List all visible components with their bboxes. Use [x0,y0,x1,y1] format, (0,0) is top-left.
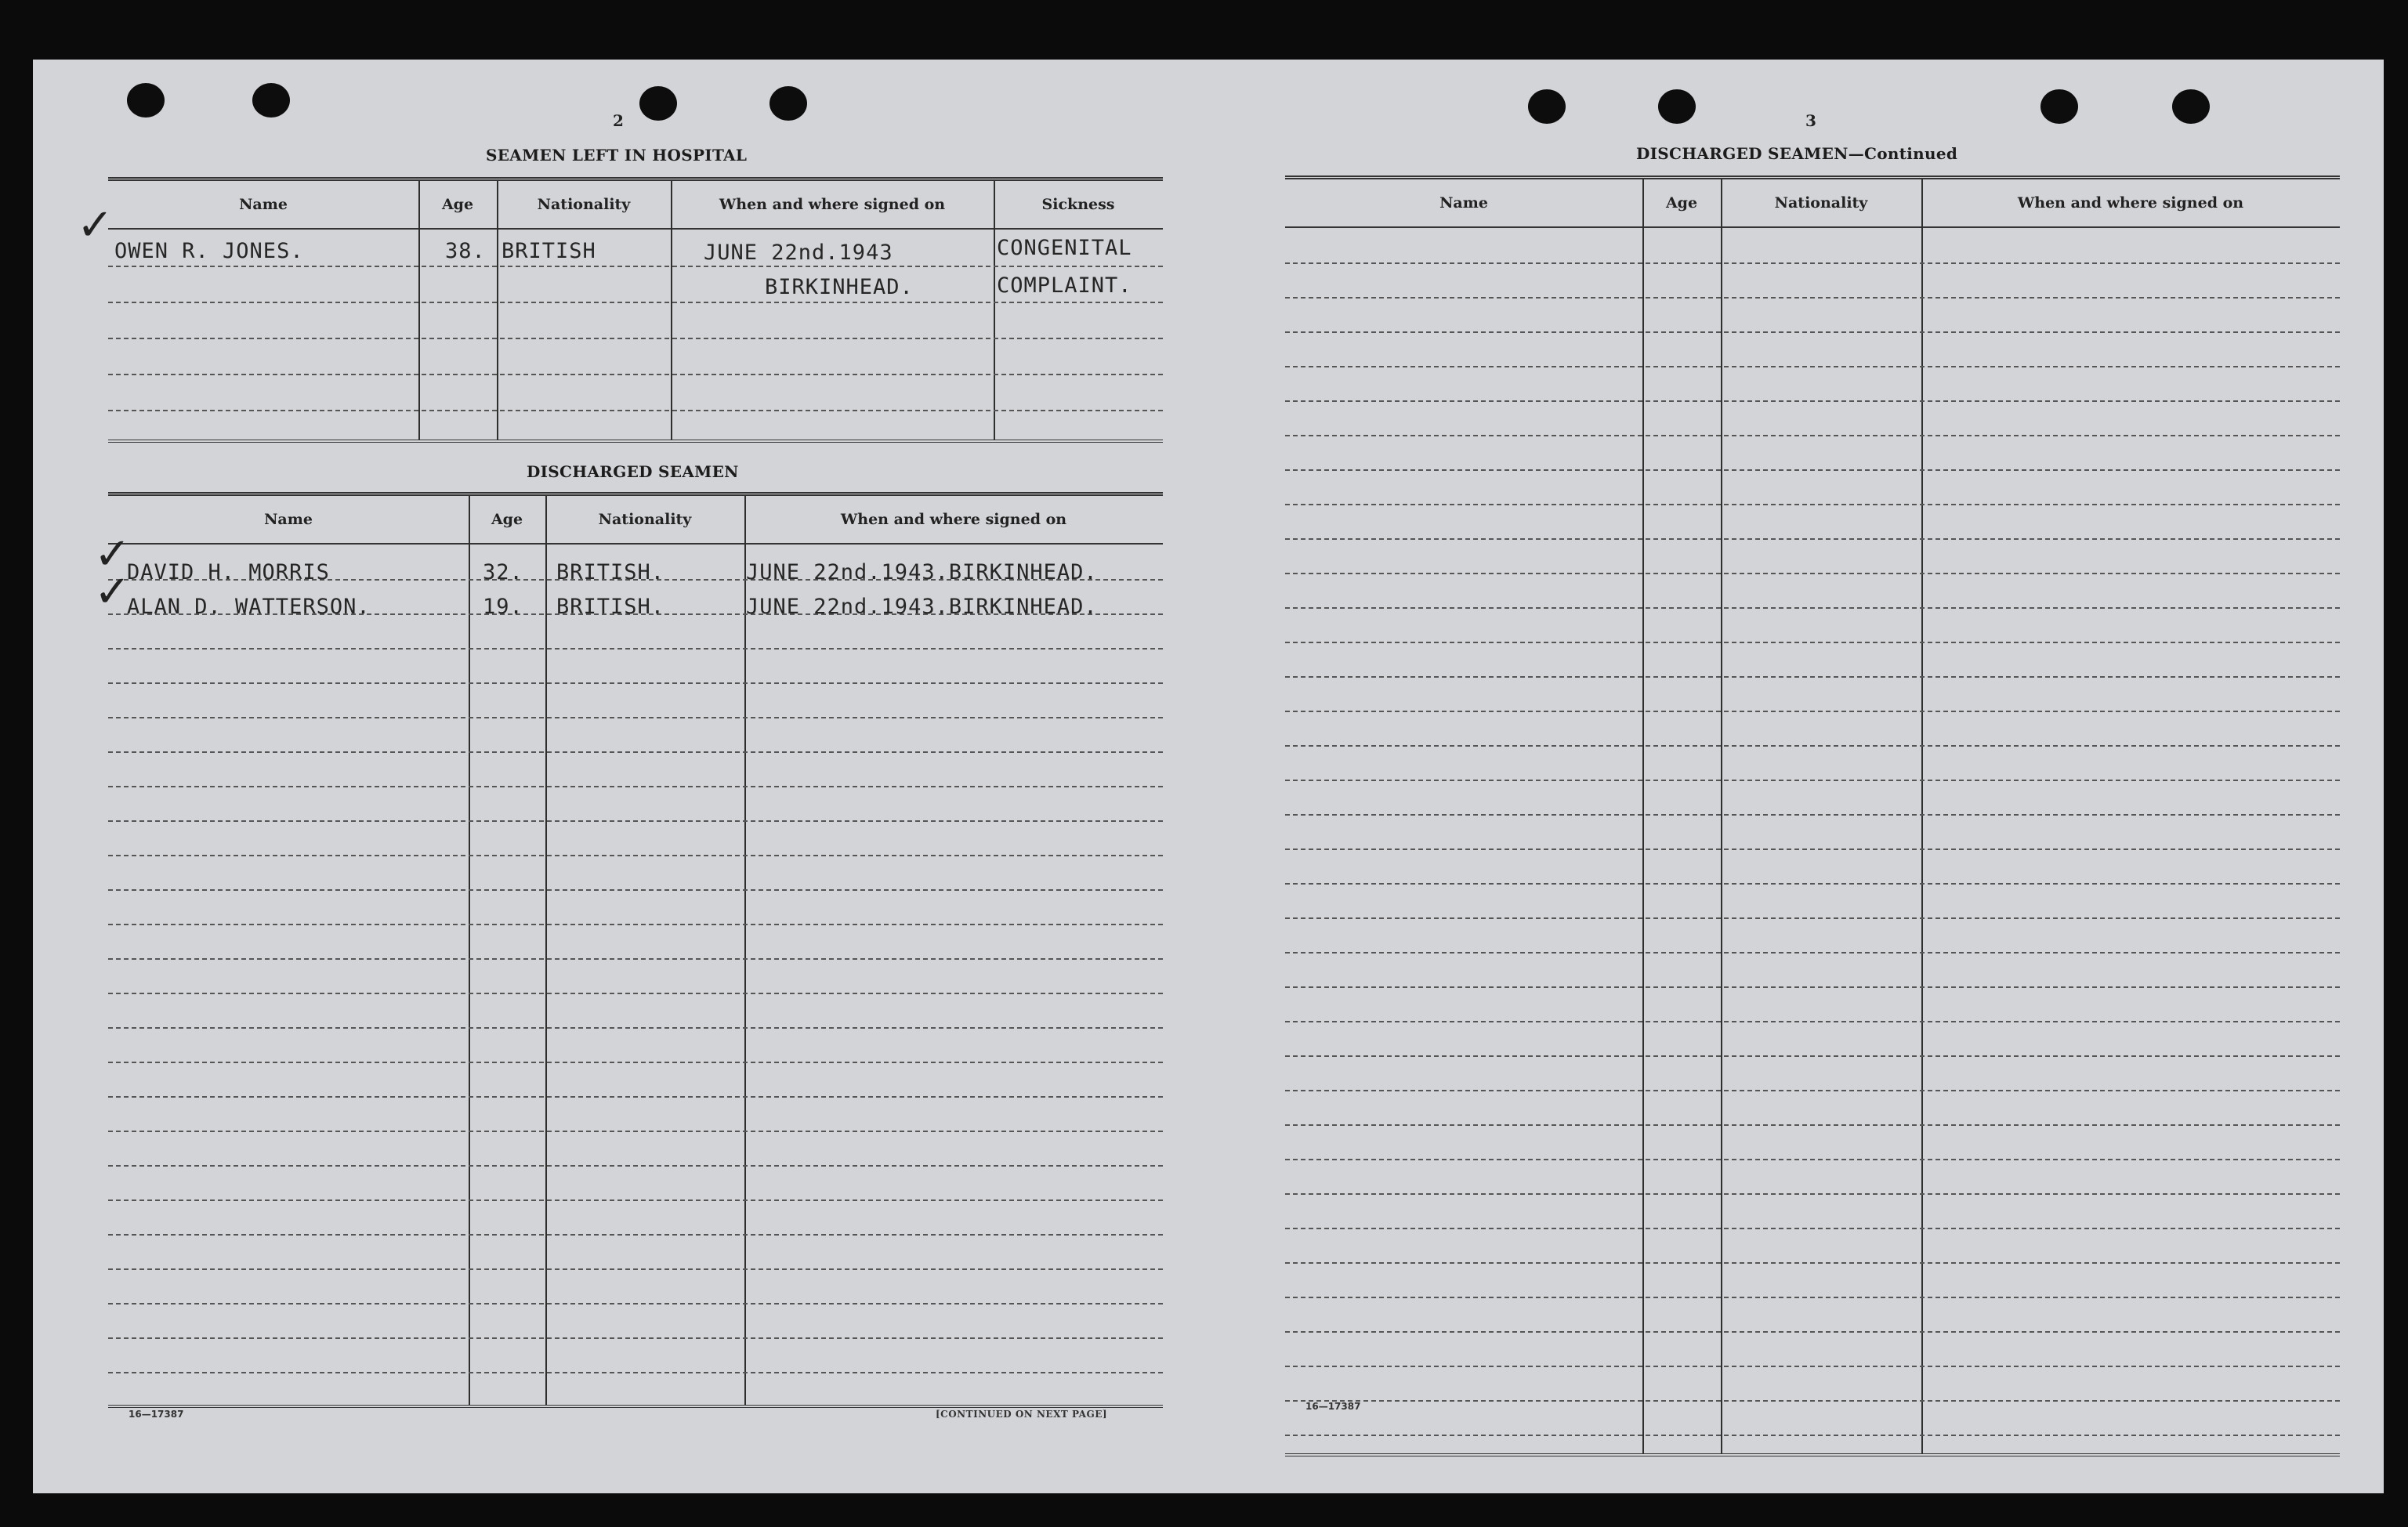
ruled-line [1285,573,2340,574]
ruled-line [108,993,1163,994]
ruled-line [108,1165,1163,1167]
continued-on-next-page: [CONTINUED ON NEXT PAGE] [936,1409,1108,1420]
ruled-line [1285,1055,2340,1057]
ruled-line [108,958,1163,960]
column-divider [497,181,498,440]
ruled-line [108,751,1163,753]
hospital-row-sickness-line2: COMPLAINT. [997,273,1132,298]
discharged-row-age: 19. [483,595,523,619]
ruled-line [108,374,1163,375]
ruled-line [1285,1366,2340,1367]
ruled-line [1285,1262,2340,1264]
hospital-row-signed-on-place: BIRKINHEAD. [765,275,914,299]
ruled-line [108,1337,1163,1339]
hospital-row-age: 38. [445,239,486,263]
col-header-name: Name [1439,194,1488,212]
ruled-line [108,338,1163,339]
ruled-line [1285,676,2340,678]
document-sheet [33,60,2384,1493]
ruled-line [1285,262,2340,264]
left-form-number: 16—17387 [129,1409,184,1420]
col-header-age: Age [1665,194,1698,212]
ruled-line [1285,1228,2340,1229]
ruled-line [108,648,1163,650]
check-mark-icon: ✓ [94,566,131,617]
ruled-line [108,302,1163,303]
ruled-line [108,855,1163,856]
ruled-line [1285,711,2340,712]
ruled-line [1285,331,2340,333]
ruled-line [108,266,1163,267]
discharged-continued-header [1285,179,2340,228]
hospital-row-nationality: BRITISH [502,239,596,263]
ruled-line [1285,1090,2340,1091]
ruled-line [108,717,1163,718]
ruled-line [1285,986,2340,988]
ruled-line [1285,366,2340,367]
ruled-line [1285,1400,2340,1402]
col-header-signed-on: When and where signed on [2017,194,2244,212]
ruled-line [108,1200,1163,1201]
punch-hole [1658,89,1696,124]
ruled-line [1285,469,2340,471]
ruled-line [1285,297,2340,299]
ruled-line [1285,1021,2340,1022]
check-mark-icon: ✓ [77,200,114,251]
punch-hole [769,86,807,121]
ruled-line [108,1372,1163,1373]
ruled-line [108,410,1163,411]
left-page-number: 2 [613,111,624,130]
punch-hole [127,83,165,118]
right-form-number: 16—17387 [1305,1401,1361,1412]
ruled-line [1285,1124,2340,1126]
discharged-row-name: ALAN D. WATTERSON. [127,595,371,619]
col-header-sickness: Sickness [1041,196,1115,213]
col-header-age: Age [491,511,523,528]
discharged-continued-table [1285,175,2340,1456]
punch-hole [639,86,677,121]
ruled-line [108,1268,1163,1270]
ruled-line [1285,814,2340,816]
punch-hole [2172,89,2210,124]
column-divider [994,181,995,440]
col-header-nationality: Nationality [598,511,692,528]
punch-hole [252,83,290,118]
hospital-row-signed-on-date: JUNE 22nd.1943 [704,241,893,265]
hospital-section-title: SEAMEN LEFT IN HOSPITAL [486,146,748,165]
hospital-row-name: OWEN R. JONES. [114,239,304,263]
ruled-line [1285,1297,2340,1298]
col-header-signed-on: When and where signed on [840,511,1067,528]
ruled-line [1285,780,2340,781]
ruled-line [1285,1331,2340,1333]
discharged-row-name: DAVID H. MORRIS [127,560,330,584]
ruled-line [108,1096,1163,1098]
ruled-line [1285,607,2340,609]
col-header-name: Name [264,511,313,528]
col-header-nationality: Nationality [537,196,631,213]
discharged-row-signed-on: JUNE 22nd.1943.BIRKINHEAD. [746,595,1098,619]
discharged-section-title: DISCHARGED SEAMEN [527,462,739,481]
ruled-line [108,682,1163,684]
col-header-nationality: Nationality [1774,194,1868,212]
ruled-line [1285,400,2340,402]
ruled-line [1285,1193,2340,1195]
column-divider [418,181,420,440]
ruled-line [108,1027,1163,1029]
ruled-line [108,889,1163,891]
discharged-row-nationality: BRITISH. [556,595,665,619]
discharged-table-header [108,496,1163,545]
col-header-signed-on: When and where signed on [719,196,946,213]
discharged-row-age: 32. [483,560,523,584]
ruled-line [1285,849,2340,850]
ruled-line [108,1131,1163,1132]
ruled-line [108,1062,1163,1063]
right-page-title-suffix: —Continued [1848,144,1958,163]
ruled-line [1285,917,2340,919]
ruled-line [108,1234,1163,1236]
ruled-line [1285,1435,2340,1436]
hospital-table-header [108,181,1163,230]
right-page-number: 3 [1805,111,1816,130]
discharged-row-nationality: BRITISH. [556,560,665,584]
hospital-table [108,177,1163,443]
col-header-name: Name [239,196,288,213]
ruled-line [1285,504,2340,505]
ruled-line [108,820,1163,822]
ruled-line [1285,952,2340,953]
punch-hole [2040,89,2078,124]
col-header-age: Age [441,196,474,213]
ruled-line [1285,1159,2340,1160]
right-page-title-main: DISCHARGED SEAMEN [1636,144,1849,163]
ruled-line [1285,745,2340,747]
ruled-line [108,786,1163,787]
ruled-line [1285,883,2340,885]
right-page-title [1636,144,1957,163]
check-mark-icon: ✓ [94,529,131,580]
ruled-line [1285,435,2340,436]
ruled-line [108,1303,1163,1304]
hospital-row-sickness-line1: CONGENITAL [997,236,1132,260]
ruled-line [1285,642,2340,643]
ruled-line [108,924,1163,925]
discharged-row-signed-on: JUNE 22nd.1943.BIRKINHEAD. [746,560,1098,584]
ruled-line [1285,538,2340,540]
discharged-table [108,492,1163,1408]
column-divider [671,181,672,440]
punch-hole [1528,89,1566,124]
